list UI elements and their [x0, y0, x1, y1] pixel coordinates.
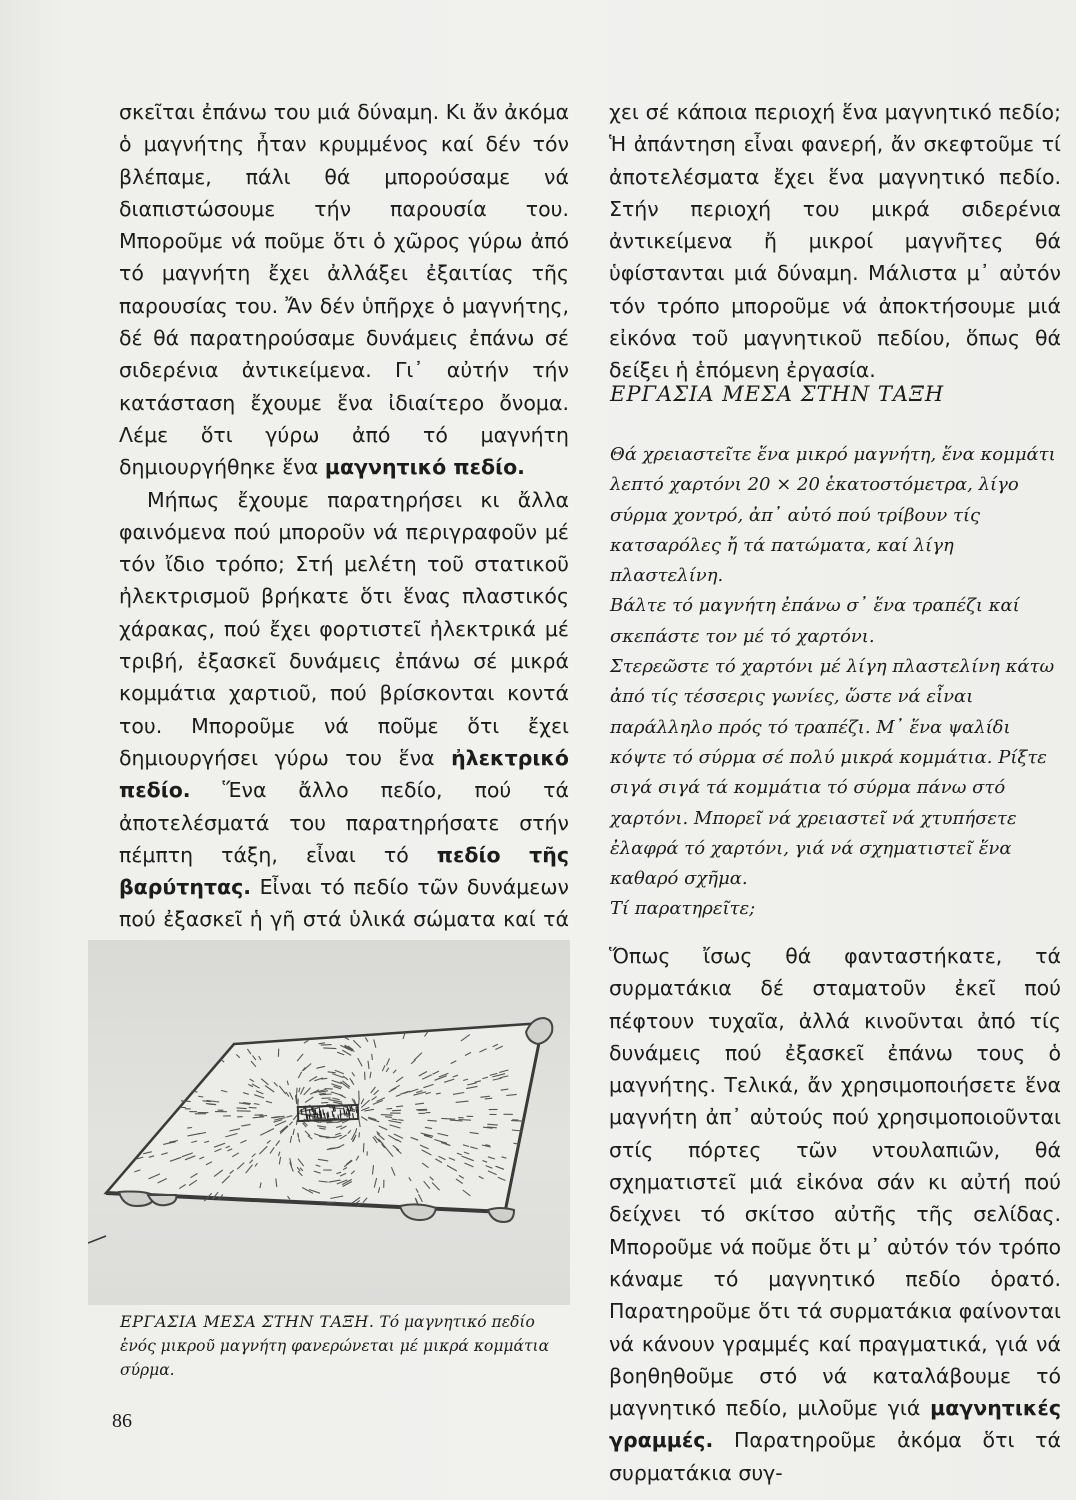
iron-filing: [187, 1128, 192, 1129]
instruction-text: Στερεῶστε τό χαρτόνι μέ λίγη πλαστελίνη κάτω ἀπό τίς τέσσερις γωνίες, ὥστε νά εἶναι παράλληλο πρός τό τραπέζι. Μ᾽ ἕνα ψαλίδι κόψτε τό σύρμα σέ πολύ μικρά κομμάτια. Ρίξτε σιγά σιγά τά κομμάτια τό σύρμα πάνω στό χαρτόνι. Μπορεῖ νά χρειαστεῖ νά χτυπήσετε ἐλαφρά τό χαρτόνι, γιά νά σχηματιστεῖ ἕνα καθαρό σχῆμα.: [610, 656, 1055, 890]
figure-caption: [120, 1310, 565, 1382]
instruction-text: Θά χρειαστεῖτε ἕνα μικρό μαγνήτη, ἕνα κομμάτι λεπτό χαρτόνι 20 × 20 ἑκατοστόμετρα, λίγο σύρμα χοντρό, ἀπ᾽ αὐτό πού τρίβουν τίς κατσαρόλες ἤ τά πατώματα, καί λίγη πλαστελίνη.: [610, 444, 1056, 587]
key-term: πεδίο τῆς βαρύτητας.: [119, 842, 569, 900]
iron-filing: [237, 1108, 247, 1109]
magnet-iron-filings-icon: [88, 940, 570, 1305]
paragraph: Μήπως ἔχουμε παρατηρήσει κι ἄλλα φαινόμενα πού μποροῦν νά περιγραφοῦν μέ τόν ἴδιο τρόπο; Στή μελέτη τοῦ στατικοῦ ἠλεκτρισμοῦ βρήκατε ὅτι ἕνας πλαστικός χάρακας, πού ἔχει φορτιστεῖ ἠλεκτρικά μέ τριβή, ἐξασκεῖ δυνάμεις ἐπάνω σέ μικρά κομμάτια χαρτιοῦ, πού βρίσκονται κοντά του. Μποροῦμε νά ποῦμε ὅτι ἔχει δημιουργήσει γύρω του ἕνα ἠλεκτρικό πεδίο. Ἕνα ἄλλο πεδίο, πού τά ἀποτελέσματά του παρατηρήσατε στήν πέμπτη τάξη, εἶναι τό πεδίο τῆς βαρύτητας. Εἶναι τό πεδίο τῶν δυνάμεων πού ἐξασκεῖ ἡ γῆ στά ὑλικά σώματα καί τά: [119, 487, 569, 932]
iron-filing: [511, 1121, 523, 1122]
key-term: μαγνητικές γραμμές.: [609, 1396, 1061, 1453]
section-heading: ΕΡΓΑΣΙΑ ΜΕΣΑ ΣΤΗΝ ΤΑΞΗ: [610, 382, 945, 406]
right-column-bottom: [609, 940, 1061, 1489]
iron-filing: [458, 1120, 471, 1121]
iron-filing: [198, 1096, 203, 1097]
iron-filing: [297, 1088, 298, 1094]
caption-heading: ΕΡΓΑΣΙΑ ΜΕΣΑ ΣΤΗΝ ΤΑΞΗ.: [120, 1312, 375, 1331]
paragraph: χει σέ κάποια περιοχή ἕνα μαγνητικό πεδίο; Ἡ ἀπάντηση εἶναι φανερή, ἄν σκεφτοῦμε τί ἀποτελέσματα ἔχει ἕνα μαγνητικό πεδίο. Στήν περιοχή του μικρά σιδερένια ἀντικείμενα ἤ μικροί μαγνῆτες θά ὑφίστανται μιά δύναμη. Μάλιστα μ᾽ αὐτόν τόν τρόπο μποροῦμε νά ἀποκτήσουμε μιά εἰκόνα τοῦ μαγνητικοῦ πεδίου, ὅπως θά δείξει ἡ ἑπόμενη ἐργασία.: [609, 100, 1061, 383]
iron-filing: [416, 1109, 427, 1110]
iron-filing: [385, 1117, 392, 1118]
activity-instructions: [610, 440, 1060, 925]
paragraph: Ὅπως ἴσως θά φανταστήκατε, τά συρματάκια δέ σταματοῦν ἐκεῖ πού πέφτουν τυχαῖα, ἀλλά κινοῦνται ἀπό τίς δυνάμεις πού ἐξασκεῖ ἐπάνω τους ὁ μαγνήτης. Τελικά, ἄν χρησιμοποιήσετε ἕνα μαγνήτη ἀπ᾽ αὐτούς πού χρησιμοποιοῦνται στίς πόρτες τῶν ντουλαπιῶν, θά σχηματιστεῖ μιά εἰκόνα σάν κι αὐτή πού δείχνει τό σκίτσο αὐτῆς τῆς σελίδας. Μποροῦμε νά ποῦμε ὅτι μ᾽ αὐτόν τόν τρόπο κάναμε τό μαγνητικό πεδίο ὁρατό. Παρατηροῦμε ὅτι τά συρματάκια φαίνονται νά κάνουν γραμμές καί πραγματικά, γιά νά βοηθηθοῦμε στό νά καταλάβουμε τό μαγνητικό πεδίο, μιλοῦμε γιά μαγνητικές γραμμές. Παρατηροῦμε ἀκόμα ὅτι τά συρματάκια συγ-: [609, 944, 1061, 1485]
right-column-top: [609, 96, 1061, 387]
iron-filing: [363, 1143, 364, 1152]
iron-filing: [381, 1115, 393, 1116]
iron-filing: [398, 1120, 403, 1121]
instruction-text: Βάλτε τό μαγνήτη ἐπάνω σ᾽ ἕνα τραπέζι καί σκεπάστε τον μέ τό χαρτόνι.: [610, 595, 1020, 647]
iron-filing: [321, 1045, 332, 1046]
iron-filing: [321, 1102, 328, 1103]
iron-filing: [322, 1098, 331, 1099]
iron-filing: [386, 1108, 392, 1109]
iron-filing: [323, 1048, 336, 1049]
iron-filing: [327, 1202, 336, 1203]
figure: [88, 940, 570, 1305]
key-term: ἠλεκτρικό πεδίο.: [119, 745, 569, 803]
instruction-question: Τί παρατηρεῖτε;: [610, 898, 756, 920]
key-term: μαγνητικό πεδίο.: [324, 455, 525, 480]
paragraph: σκεῖται ἐπάνω του μιά δύναμη. Κι ἄν ἀκόμα ὁ μαγνήτης ἦταν κρυμμένος καί δέν τόν βλέπαμε, πάλι θά μπορούσαμε νά διαπιστώσουμε τήν παρουσία του. Μποροῦμε νά ποῦμε ὅτι ὁ χῶρος γύρω ἀπό τό μαγνήτη ἔχει ἀλλάξει ἐξαιτίας τῆς παρουσίας του. Ἄν δέν ὑπῆρχε ὁ μαγνήτης, δέ θά παρατηρούσαμε δυνάμεις ἐπάνω σέ σιδερένια ἀντικείμενα. Γι᾽ αὐτήν τήν κατάσταση ἔχουμε ἕνα ἰδιαίτερο ὄνομα. Λέμε ὅτι γύρω ἀπό τό μαγνήτη δημιουργήθηκε ἕνα μαγνητικό πεδίο.: [119, 100, 569, 480]
caption-text: Τό μαγνητικό πεδίο ἑνός μικροῦ μαγνήτη φανερώνεται μέ μικρά κομμάτια σύρμα.: [120, 1313, 550, 1379]
iron-filing: [372, 1054, 373, 1060]
iron-filing: [485, 1098, 492, 1099]
page-number: 86: [112, 1410, 132, 1432]
